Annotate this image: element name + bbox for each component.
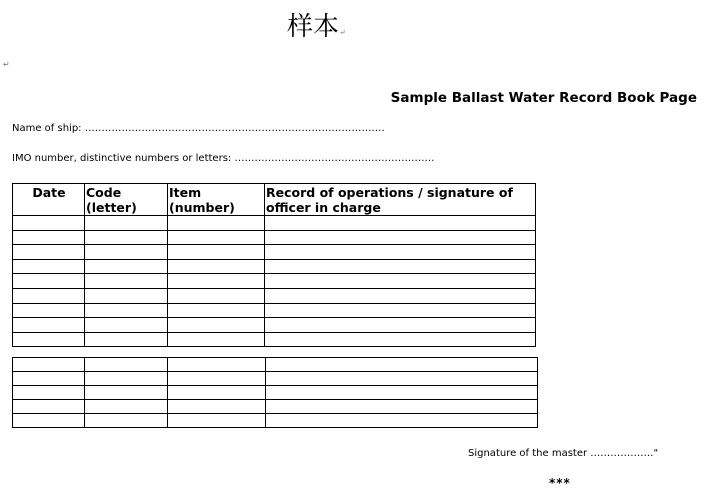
table-cell[interactable] — [168, 288, 265, 303]
table-row — [13, 274, 536, 289]
table-cell[interactable] — [168, 303, 265, 318]
master-signature-field: Signature of the master ………………." — [468, 448, 659, 459]
table-cell[interactable] — [85, 372, 168, 386]
table-row — [13, 372, 538, 386]
table-cell[interactable] — [266, 358, 538, 372]
table-cell[interactable] — [168, 245, 265, 260]
table-cell[interactable] — [85, 386, 168, 400]
table-cell[interactable] — [266, 372, 538, 386]
table-cell[interactable] — [168, 332, 265, 347]
table-cell[interactable] — [13, 400, 85, 414]
table-cell[interactable] — [85, 245, 168, 260]
table-cell[interactable] — [85, 230, 168, 245]
table-cell[interactable] — [85, 259, 168, 274]
table-row — [13, 414, 538, 428]
table-row — [13, 288, 536, 303]
table-row — [13, 230, 536, 245]
table-row — [13, 216, 536, 231]
table-cell[interactable] — [168, 216, 265, 231]
table-cell[interactable] — [266, 400, 538, 414]
table-cell[interactable] — [85, 414, 168, 428]
table-cell[interactable] — [168, 372, 266, 386]
table-cell[interactable] — [265, 259, 536, 274]
document-title: Sample Ballast Water Record Book Page — [390, 90, 697, 106]
imo-number-field: IMO number, distinctive numbers or letters: …………………………………………………… — [12, 153, 435, 164]
table-cell[interactable] — [265, 245, 536, 260]
table-cell[interactable] — [265, 303, 536, 318]
paragraph-mark-icon: ↵ — [339, 28, 346, 37]
paragraph-mark-icon: ↵ — [3, 60, 10, 69]
table-cell[interactable] — [13, 332, 85, 347]
table-cell[interactable] — [266, 414, 538, 428]
table-cell[interactable] — [85, 216, 168, 231]
column-header-record: Record of operations / signature of officer in charge — [265, 184, 536, 216]
table-header-row — [13, 184, 536, 216]
sample-mark: 样本 — [287, 12, 340, 42]
table-cell[interactable] — [85, 400, 168, 414]
end-mark: *** — [549, 476, 571, 490]
table-cell[interactable] — [13, 318, 85, 333]
table-cell[interactable] — [168, 259, 265, 274]
table-cell[interactable] — [13, 245, 85, 260]
table-cell[interactable] — [13, 386, 85, 400]
table-cell[interactable] — [168, 230, 265, 245]
table-cell[interactable] — [265, 318, 536, 333]
table-cell[interactable] — [85, 332, 168, 347]
table-cell[interactable] — [168, 414, 266, 428]
table-cell[interactable] — [266, 386, 538, 400]
table-cell[interactable] — [85, 303, 168, 318]
table-cell[interactable] — [265, 230, 536, 245]
table-cell[interactable] — [168, 358, 266, 372]
table-cell[interactable] — [13, 259, 85, 274]
table-cell[interactable] — [85, 318, 168, 333]
table-cell[interactable] — [13, 274, 85, 289]
table-cell[interactable] — [85, 274, 168, 289]
table-cell[interactable] — [13, 303, 85, 318]
table-cell[interactable] — [85, 358, 168, 372]
column-header-date: Date — [13, 184, 85, 216]
table-row — [13, 245, 536, 260]
ship-name-field: Name of ship: ……………………………………………………………………………… — [12, 123, 385, 134]
table-cell[interactable] — [13, 230, 85, 245]
table-cell[interactable] — [13, 358, 85, 372]
table-row — [13, 400, 538, 414]
table-row — [13, 318, 536, 333]
table-row — [13, 259, 536, 274]
sample-heading — [287, 10, 346, 50]
column-header-item: Item (number) — [168, 184, 265, 216]
column-header-code: Code (letter) — [85, 184, 168, 216]
table-cell[interactable] — [168, 274, 265, 289]
table-cell[interactable] — [13, 288, 85, 303]
table-cell[interactable] — [85, 288, 168, 303]
table-row — [13, 386, 538, 400]
table-cell[interactable] — [168, 400, 266, 414]
table-cell[interactable] — [265, 332, 536, 347]
record-table-lower — [12, 357, 538, 428]
table-row — [13, 358, 538, 372]
record-table-upper — [12, 183, 536, 347]
table-cell[interactable] — [168, 386, 266, 400]
table-row — [13, 303, 536, 318]
table-cell[interactable] — [168, 318, 265, 333]
table-cell[interactable] — [265, 288, 536, 303]
table-cell[interactable] — [13, 372, 85, 386]
table-row — [13, 332, 536, 347]
table-cell[interactable] — [265, 216, 536, 231]
table-cell[interactable] — [13, 414, 85, 428]
table-cell[interactable] — [265, 274, 536, 289]
table-cell[interactable] — [13, 216, 85, 231]
